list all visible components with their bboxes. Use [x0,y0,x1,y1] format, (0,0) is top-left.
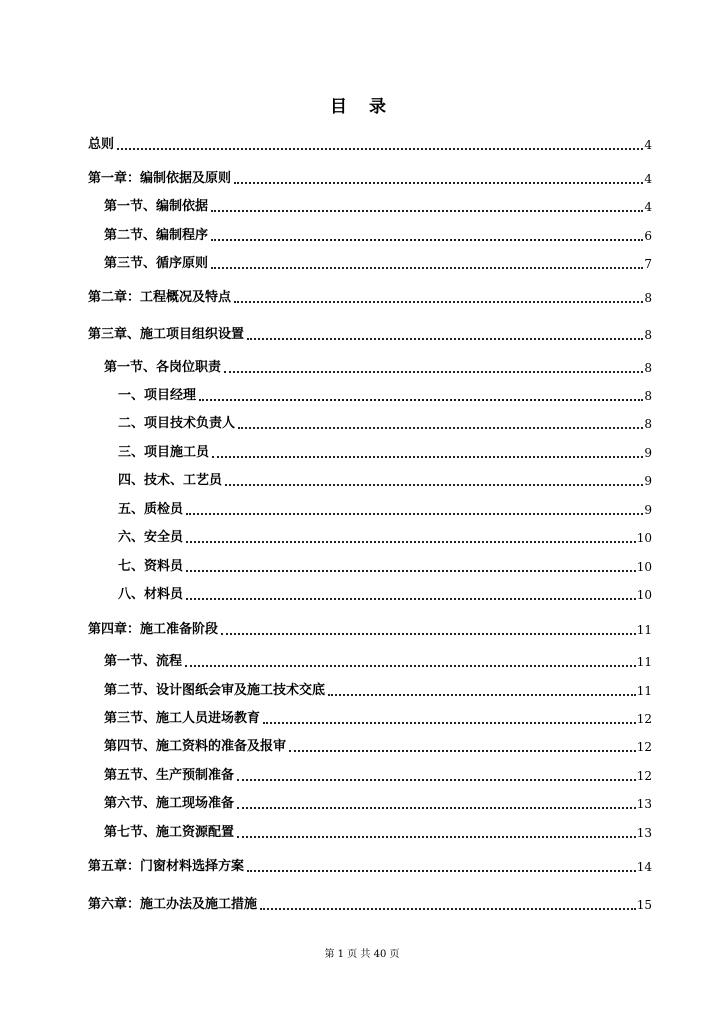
toc-entry-title: 第四章：施工准备阶段 [88,622,219,637]
toc-page-number: 9 [644,503,652,517]
toc-leader-dots [234,288,643,308]
toc-entry-title: 第六章：施工办法及施工措施 [88,897,258,912]
toc-leader-dots [212,443,643,463]
toc-leader-dots [289,737,636,757]
toc-entry[interactable] [88,135,652,155]
toc-leader-dots [186,585,636,605]
toc-entry[interactable] [88,620,652,640]
toc-leader-dots [263,709,636,729]
toc-entry-title: 第五节、生产预制准备 [104,768,235,783]
toc-entry-title: 第七节、施工资源配置 [104,825,235,840]
toc-page-number: 12 [636,769,652,783]
toc-leader-dots [224,358,643,378]
toc-page-number: 11 [636,655,652,669]
toc-entry-title: 第六节、施工现场准备 [104,796,235,811]
toc-entry[interactable] [104,652,652,672]
toc-page-number: 10 [636,588,652,602]
toc-leader-dots [211,254,643,274]
toc-entry[interactable] [88,895,652,915]
toc-entry-title: 第二章：工程概况及特点 [88,290,232,305]
toc-leader-dots [186,500,643,520]
toc-page-number: 12 [636,712,652,726]
toc-leader-dots [237,766,636,786]
toc-entry-title: 八、材料员 [118,587,184,602]
toc-entry-title: 第三章、施工项目组织设置 [88,327,245,342]
toc-entry[interactable] [88,288,652,308]
toc-entry-title: 七、资料员 [118,559,184,574]
toc-page-number: 13 [636,797,652,811]
toc-entry[interactable] [104,681,652,701]
toc-entry[interactable] [104,197,652,217]
toc-leader-dots [225,471,643,491]
toc-entry[interactable] [118,443,652,463]
toc-entry-title: 一、项目经理 [118,388,197,403]
toc-entry-title: 第一章：编制依据及原则 [88,171,232,186]
toc-page-number: 6 [644,229,652,243]
toc-page-number: 7 [644,257,652,271]
toc-leader-dots [186,528,636,548]
toc-leader-dots [238,414,643,434]
toc-page-number: 9 [644,474,652,488]
toc-leader-dots [186,557,636,577]
toc-leader-dots [247,857,636,877]
toc-entry[interactable] [104,794,652,814]
toc-page-number: 4 [644,172,652,186]
page-title: 目 录 [330,97,394,117]
toc-leader-dots [199,386,643,406]
toc-entry[interactable] [104,254,652,274]
toc-entry[interactable] [104,709,652,729]
toc-entry-title: 二、项目技术负责人 [118,416,236,431]
toc-entry-title: 第四节、施工资料的准备及报审 [104,739,287,754]
toc-page-number: 10 [636,531,652,545]
toc-leader-dots [260,895,636,915]
toc-leader-dots [328,681,636,701]
toc-entry-title: 第二节、设计图纸会审及施工技术交底 [104,683,326,698]
toc-entry-title: 五、质检员 [118,502,184,517]
toc-page-number: 8 [644,417,652,431]
toc-entry[interactable] [88,169,652,189]
toc-entry[interactable] [104,226,652,246]
toc-entry-title: 三、项目施工员 [118,445,210,460]
toc-leader-dots [237,823,636,843]
toc-page-number: 11 [636,684,652,698]
toc-entry[interactable] [88,325,652,345]
toc-leader-dots [237,794,636,814]
toc-entry[interactable] [104,823,652,843]
toc-page-number: 14 [636,860,652,874]
toc-entry[interactable] [118,528,652,548]
toc-entry-title: 六、安全员 [118,530,184,545]
toc-entry[interactable] [118,414,652,434]
toc-page-number: 4 [644,200,652,214]
toc-entry[interactable] [118,386,652,406]
toc-entry[interactable] [118,471,652,491]
toc-entry-title: 第一节、流程 [104,654,183,669]
toc-page-number: 11 [636,623,652,637]
toc-entry-title: 第五章：门窗材料选择方案 [88,859,245,874]
toc-entry-title: 第三节、施工人员进场教育 [104,711,261,726]
toc-entry-title: 总则 [88,137,115,152]
page-footer: 第 1 页 共 40 页 [324,949,400,960]
toc-entry[interactable] [88,857,652,877]
toc-entry-title: 四、技术、工艺员 [118,473,223,488]
toc-entry[interactable] [118,500,652,520]
toc-entry[interactable] [118,585,652,605]
toc-leader-dots [221,620,636,640]
toc-page-number: 8 [644,328,652,342]
toc-leader-dots [211,197,643,217]
toc-page-number: 8 [644,389,652,403]
toc-page-number: 12 [636,740,652,754]
toc-entry[interactable] [104,737,652,757]
toc-page-number: 8 [644,291,652,305]
toc-page-number: 15 [636,898,652,912]
toc-entry-title: 第一节、各岗位职责 [104,360,222,375]
toc-entry[interactable] [104,358,652,378]
toc-entry-title: 第三节、循序原则 [104,256,209,271]
toc-leader-dots [211,226,643,246]
toc-entry[interactable] [118,557,652,577]
toc-leader-dots [117,135,643,155]
toc-leader-dots [247,325,643,345]
toc-leader-dots [234,169,643,189]
toc-page-number: 13 [636,826,652,840]
toc-entry[interactable] [104,766,652,786]
toc-page-number: 8 [644,361,652,375]
toc-page-number: 10 [636,560,652,574]
toc-page-number: 4 [644,138,652,152]
toc-entry-title: 第二节、编制程序 [104,228,209,243]
toc-leader-dots [185,652,636,672]
toc-entry-title: 第一节、编制依据 [104,199,209,214]
toc-page-number: 9 [644,446,652,460]
